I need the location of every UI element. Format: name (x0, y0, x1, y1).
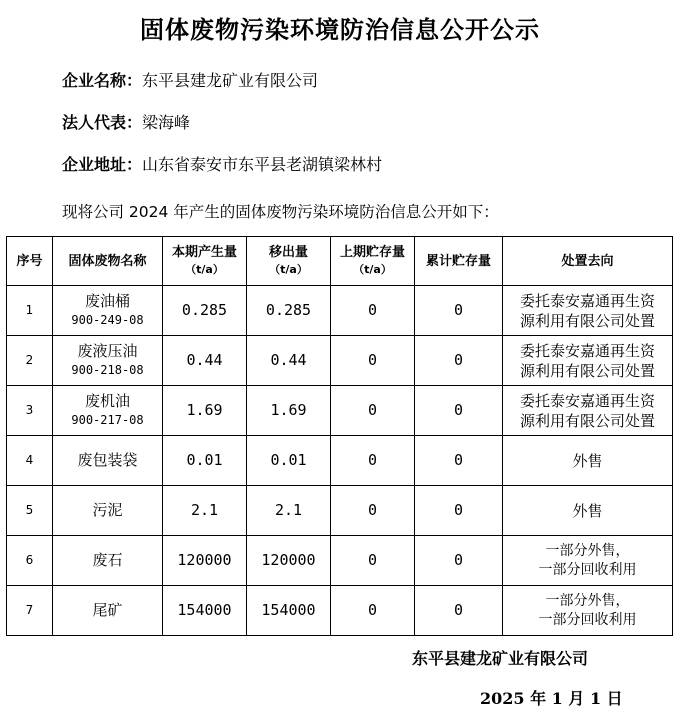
row-name-cell (53, 386, 163, 436)
row-destination-line1: 委托泰安嘉通再生资 (519, 291, 655, 310)
row-destination (503, 386, 673, 436)
footer-date: 2025 年 1 月 1 日 (480, 689, 623, 708)
row-produced: 120000 (163, 536, 247, 586)
row-produced: 0.44 (163, 336, 247, 386)
row-moved: 0.285 (247, 286, 331, 336)
legal-rep-value: 梁海峰 (142, 113, 191, 132)
row-destination-line2: 源利用有限公司处置 (519, 411, 655, 430)
row-destination (503, 336, 673, 386)
row-produced: 1.69 (163, 386, 247, 436)
table-row (7, 336, 673, 386)
table-row (7, 386, 673, 436)
row-moved: 0.44 (247, 336, 331, 386)
row-produced: 0.01 (163, 436, 247, 486)
row-moved: 0.01 (247, 436, 331, 486)
row-destination-line2: 一部分回收利用 (538, 561, 637, 578)
row-produced: 2.1 (163, 486, 247, 536)
footer-company: 东平县建龙矿业有限公司 (412, 649, 589, 668)
row-destination: 外售 (503, 486, 673, 536)
header-moved (247, 237, 331, 286)
row-produced: 0.285 (163, 286, 247, 336)
row-cum-stock: 0 (415, 436, 503, 486)
row-cum-stock: 0 (415, 336, 503, 386)
row-destination-line1: 委托泰安嘉通再生资 (519, 341, 655, 360)
table-header-row (7, 237, 673, 286)
legal-rep-line (62, 110, 190, 133)
header-cum-stock: 累计贮存量 (415, 237, 503, 286)
header-produced-unit: （t/a） (185, 263, 224, 276)
row-seq: 6 (7, 536, 53, 586)
row-code: 900-249-08 (71, 312, 144, 327)
row-cum-stock: 0 (415, 486, 503, 536)
row-cum-stock: 0 (415, 586, 503, 636)
header-produced (163, 237, 247, 286)
row-name: 废油桶 (84, 291, 130, 310)
row-produced: 154000 (163, 586, 247, 636)
row-destination-line1: 委托泰安嘉通再生资 (519, 391, 655, 410)
row-moved: 120000 (247, 536, 331, 586)
row-name: 尾矿 (53, 586, 163, 636)
row-seq: 4 (7, 436, 53, 486)
row-name: 废石 (53, 536, 163, 586)
header-prev-stock (331, 237, 415, 286)
intro-text: 现将公司 2024 年产生的固体废物污染环境防治信息公开如下： (62, 203, 499, 221)
address-label: 企业地址： (62, 155, 143, 174)
row-cum-stock: 0 (415, 386, 503, 436)
company-name-line (62, 68, 318, 91)
row-destination-line1: 一部分外售， (545, 592, 630, 609)
row-destination (503, 536, 673, 586)
row-moved: 1.69 (247, 386, 331, 436)
table-row (7, 536, 673, 586)
company-name-label: 企业名称： (62, 71, 143, 90)
row-seq: 2 (7, 336, 53, 386)
row-name-cell (53, 336, 163, 386)
header-moved-label: 移出量 (268, 245, 308, 260)
row-name-cell (53, 286, 163, 336)
row-destination (503, 286, 673, 336)
table-row (7, 586, 673, 636)
header-name: 固体废物名称 (53, 237, 163, 286)
row-prev-stock: 0 (331, 386, 415, 436)
row-destination-line2: 源利用有限公司处置 (519, 361, 655, 380)
row-destination-line1: 一部分外售， (545, 542, 630, 559)
row-destination (503, 586, 673, 636)
row-moved: 2.1 (247, 486, 331, 536)
row-destination-line2: 一部分回收利用 (538, 611, 637, 628)
page-title: 固体废物污染环境防治信息公开公示 (140, 16, 540, 44)
table-row (7, 486, 673, 536)
address-line (62, 152, 382, 175)
row-prev-stock: 0 (331, 286, 415, 336)
header-prev-stock-label: 上期贮存量 (339, 245, 405, 260)
row-name: 废包装袋 (53, 436, 163, 486)
header-prev-stock-unit: （t/a） (353, 263, 392, 276)
address-value: 山东省泰安市东平县老湖镇梁林村 (142, 155, 383, 174)
row-moved: 154000 (247, 586, 331, 636)
row-cum-stock: 0 (415, 286, 503, 336)
row-name: 废机油 (84, 391, 130, 410)
row-name: 污泥 (53, 486, 163, 536)
row-seq: 7 (7, 586, 53, 636)
row-prev-stock: 0 (331, 536, 415, 586)
legal-rep-label: 法人代表： (62, 113, 143, 132)
header-moved-unit: （t/a） (269, 263, 308, 276)
waste-info-table (6, 236, 673, 636)
header-produced-label: 本期产生量 (171, 245, 237, 260)
row-seq: 3 (7, 386, 53, 436)
header-destination: 处置去向 (503, 237, 673, 286)
row-prev-stock: 0 (331, 586, 415, 636)
table-row (7, 286, 673, 336)
row-destination: 外售 (503, 436, 673, 486)
row-seq: 1 (7, 286, 53, 336)
row-name: 废液压油 (77, 341, 138, 360)
header-seq: 序号 (7, 237, 53, 286)
row-code: 900-217-08 (71, 412, 144, 427)
row-prev-stock: 0 (331, 486, 415, 536)
row-cum-stock: 0 (415, 536, 503, 586)
row-prev-stock: 0 (331, 436, 415, 486)
row-prev-stock: 0 (331, 336, 415, 386)
row-code: 900-218-08 (71, 362, 144, 377)
row-seq: 5 (7, 486, 53, 536)
table-row (7, 436, 673, 486)
company-name-value: 东平县建龙矿业有限公司 (142, 71, 319, 90)
row-destination-line2: 源利用有限公司处置 (519, 311, 655, 330)
